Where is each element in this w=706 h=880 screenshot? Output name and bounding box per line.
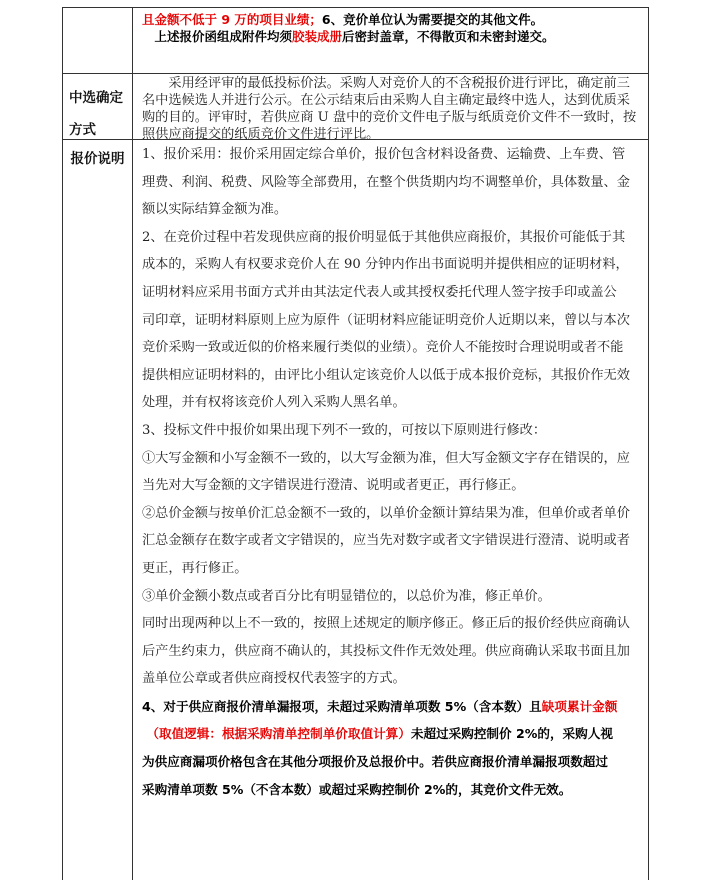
text-line: 处理，并有权将该竞价人列入采购人黑名单。 <box>142 395 406 411</box>
text-line: 后产生约束力，供应商不确认的，其投标文件作无效处理。供应商确认采取书面且加 <box>142 643 630 659</box>
text-line: 购的目的。评审时，若供应商 U 盘中的竞价文件电子版与纸质竞价文件不一致时，按 <box>142 110 637 125</box>
text-line: 盖单位公章或者供应商授权代表签字的方式。 <box>142 671 406 687</box>
text: 4、对于供应商报价清单漏报项，未超过采购清单项数 5%（含本数）且 <box>142 698 542 714</box>
text-line: 额以实际结算金额为准。 <box>142 202 288 218</box>
text-line: 提供相应证明材料的，由评比小组认定该竞价人以低于成本报价竞标，其报价作无效 <box>142 367 630 383</box>
text-line: 汇总金额存在数字或者文字错误的，应当先对数字或者文字错误进行澄清、说明或者 <box>142 533 630 549</box>
text-line: ①大写金额和小写金额不一致的，以大写金额为准，但大写金额文字存在错误的，应 <box>142 450 630 466</box>
row-label-quotation-notes: 报价说明 <box>63 140 133 880</box>
binding-text-pre: 上述报价函组成附件均须 <box>142 29 293 44</box>
text-line: 成本的，采购人有权要求竞价人在 90 分钟内作出书面说明并提供相应的证明材料， <box>142 257 629 273</box>
requirements-table <box>62 7 649 880</box>
text-line: 更正，再行修正。 <box>142 560 248 576</box>
text-line: 同时出现两种以上不一致的，按照上述规定的顺序修正。修正后的报价经供应商确认 <box>142 616 630 632</box>
performance-highlight: 且金额不低于 9 万的项目业绩； <box>142 12 322 27</box>
documents-line-1 <box>142 11 648 28</box>
item4-line-2 <box>142 720 648 748</box>
text-line: ②总价金额与按单价汇总金额不一致的，以单价金额计算结果为准，但单价或者单价 <box>142 505 630 521</box>
text-line: 司印章，证明材料原则上应为原件（证明材料应能证明竞价人近期以来，曾以与本次 <box>142 312 630 328</box>
table-row-quotation-notes <box>63 140 648 880</box>
text-line: 3、投标文件中报价如果出现下列不一致的，可按以下原则进行修改： <box>142 422 547 438</box>
selection-method-cell <box>133 74 648 142</box>
other-documents-text: 6、竞价单位认为需要提交的其他文件。 <box>321 12 544 27</box>
text-line: 照供应商提交的纸质竞价文件进行评比。 <box>142 127 380 142</box>
text-line: 证明材料应采用书面方式并由其法定代表人或其授权委托代理人签字按手印或盖公 <box>142 284 617 300</box>
row-label-empty <box>63 8 133 73</box>
text-line: 名中选候选人并进行公示。在公示结束后由采购人自主确定最终中选人，达到优质采 <box>142 93 630 108</box>
table-row-documents <box>63 8 648 74</box>
text-line: 1、报价采用：报价采用固定综合单价，报价包含材料设备费、运输费、上车费、管 <box>142 147 626 162</box>
item4-line-4: 采购清单项数 5%（不含本数）或超过采购控制价 2%的，其竞价文件无效。 <box>142 781 572 797</box>
binding-highlight: 胶装成册 <box>292 29 343 44</box>
item4-line-1 <box>142 693 648 721</box>
text-line: 理费、利润、税费、风险等全部费用，在整个供货期内均不调整单价，具体数量、金 <box>142 174 630 190</box>
value-logic-highlight: （取值逻辑：根据采购清单控制单价取值计算） <box>146 726 411 742</box>
text: 未超过采购控制价 2%的，采购人视 <box>410 726 613 742</box>
documents-cell <box>133 8 648 73</box>
text-line: ③单价金额小数点或者百分比有明显错位的，以总价为准，修正单价。 <box>142 588 551 604</box>
quotation-notes-cell <box>133 140 648 880</box>
text-line: 2、在竞价过程中若发现供应商的报价明显低于其他供应商报价，其报价可能低于其 <box>142 229 626 245</box>
text-line: 当先对大写金额的文字错误进行澄清、说明或者更正，再行修正。 <box>142 478 525 494</box>
missing-amount-highlight: 缺项累计金额 <box>541 698 618 714</box>
row-label-selection-method: 中选确定方式 <box>63 74 133 139</box>
documents-line-2 <box>142 28 648 45</box>
binding-text-post: 后密封盖章，不得散页和未密封递交。 <box>342 29 555 44</box>
item4-line-3: 为供应商漏项价格包含在其他分项报价及总报价中。若供应商报价清单漏报项数超过 <box>142 754 608 770</box>
text-line: 竞价采购一致或近似的价格来履行类似的业绩）。竞价人不能按时合理说明或者不能 <box>142 340 624 356</box>
text-line: 采用经评审的最低投标价法。采购人对竞价人的不含税报价进行评比，确定前三 <box>142 76 630 91</box>
table-row-selection-method <box>63 74 648 140</box>
